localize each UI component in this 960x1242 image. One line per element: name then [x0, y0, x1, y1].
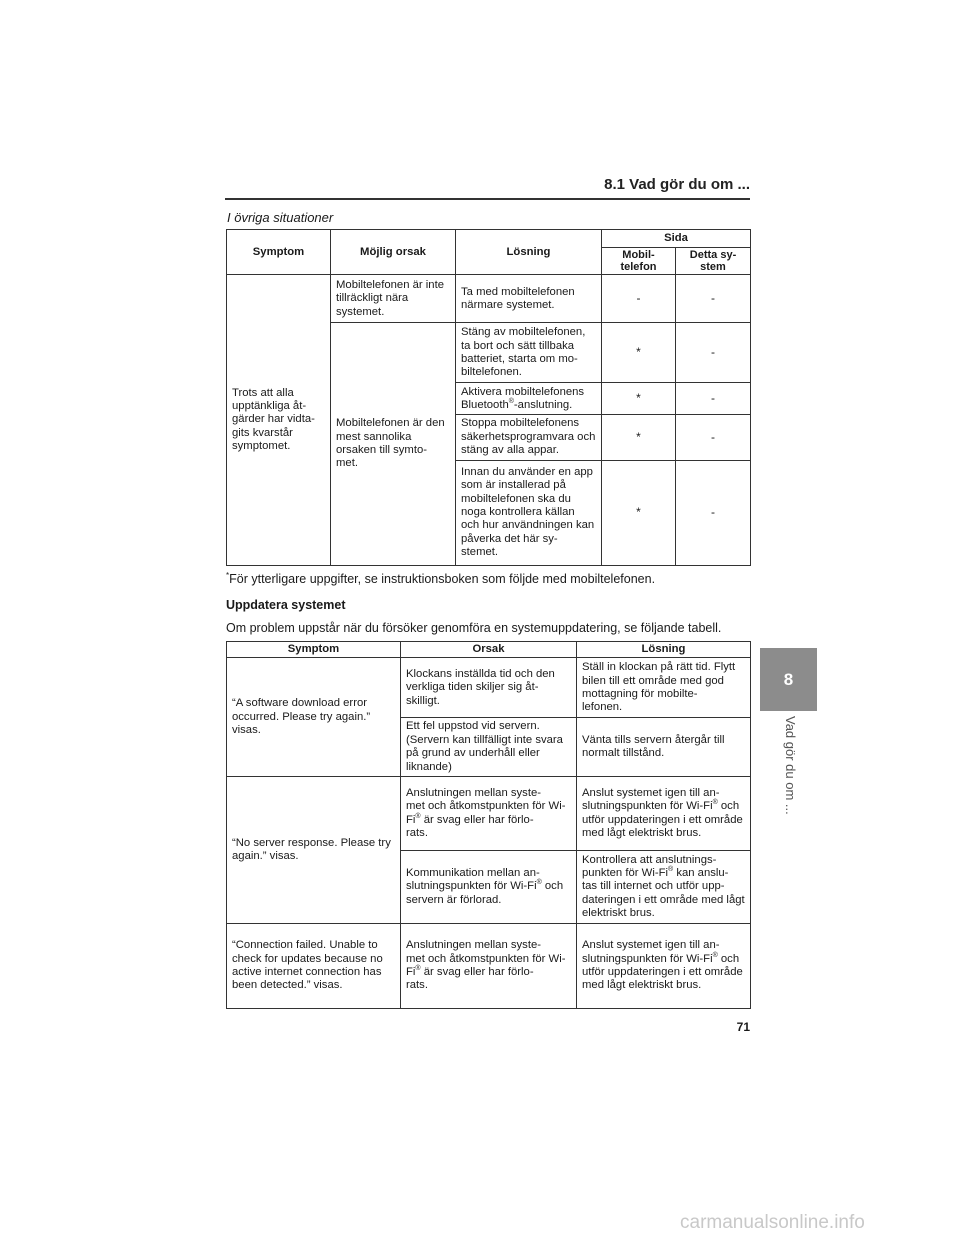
cause-cell: Mobiltelefonen är den mest sannolika orsaken till symto- met. [331, 323, 456, 565]
solution-cell: Ställ in klockan på rätt tid. Flytt bilen till ett område med god mottagning för mobilte- lefonen. [577, 658, 751, 718]
solution-cell: Kontrollera att anslutnings- punkten för Wi-Fi® kan anslu- tas till internet och utför upp- dateringen i ett område med lågt elektriskt brus. [577, 851, 751, 924]
page-system-cell: - [676, 460, 751, 565]
header-page: Sida [602, 230, 751, 248]
header-rule [225, 198, 750, 200]
symptom-cell: “A software download error occurred. Please try again.” visas. [227, 658, 401, 777]
solution-cell: Innan du använder en app som är installerad på mobiltelefonen ska du noga kontrollera källan och hur användningen kan påverka det här sy- stemet. [456, 460, 602, 565]
header-page-system: Detta sy- stem [676, 248, 751, 275]
chapter-tab-label: Vad gör du om ... [783, 716, 798, 815]
page-number: 71 [736, 1020, 750, 1034]
solution-cell: Anslut systemet igen till an- slutningspunkten för Wi-Fi® och utför uppdateringen i ett område med lågt elektriskt brus. [577, 777, 751, 851]
header-cause: Möjlig orsak [331, 230, 456, 275]
situations-table [226, 229, 751, 566]
section-title: Uppdatera systemet [226, 598, 346, 612]
page-phone-cell: * [602, 383, 676, 415]
page-system-cell: - [676, 323, 751, 383]
cause-cell: Ett fel uppstod vid servern. (Servern kan tillfälligt inte svara på grund av underhåll eller liknande) [401, 718, 577, 777]
solution-cell: Anslut systemet igen till an- slutningspunkten för Wi-Fi® och utför uppdateringen i ett område med lågt elektriskt brus. [577, 924, 751, 1009]
chapter-tab: 8 [760, 648, 817, 711]
solution-cell: Vänta tills servern återgår till normalt tillstånd. [577, 718, 751, 777]
subheading: I övriga situationer [227, 210, 334, 225]
header-cause: Orsak [401, 642, 577, 658]
symptom-cell: “No server response. Please try again.” visas. [227, 777, 401, 924]
page-phone-cell: * [602, 415, 676, 460]
page-system-cell: - [676, 275, 751, 323]
cause-cell: Kommunikation mellan an- slutningspunkten för Wi-Fi® och servern är förlorad. [401, 851, 577, 924]
page-phone-cell: * [602, 323, 676, 383]
watermark: carmanualsonline.info [680, 1212, 865, 1233]
header-solution: Lösning [577, 642, 751, 658]
footnote: *För ytterligare uppgifter, se instruktionsboken som följde med mobiltelefonen. [226, 570, 656, 586]
intro-text: Om problem uppstår när du försöker genomföra en systemuppdatering, se följande tabell. [226, 621, 722, 635]
update-table [226, 641, 751, 1009]
symptom-cell: “Connection failed. Unable to check for updates because no active internet connection has been detected.” visas. [227, 924, 401, 1009]
solution-cell: Ta med mobiltelefonen närmare systemet. [456, 275, 602, 323]
header-symptom: Symptom [227, 230, 331, 275]
chapter-header: 8.1 Vad gör du om ... [604, 176, 750, 193]
cause-cell: Anslutningen mellan syste- met och åtkomstpunkten för Wi-Fi® är svag eller har förlo- rats. [401, 777, 577, 851]
page-phone-cell: * [602, 460, 676, 565]
header-symptom: Symptom [227, 642, 401, 658]
cause-cell: Klockans inställda tid och den verkliga tiden skiljer sig åt- skilligt. [401, 658, 577, 718]
header-page-phone: Mobil- telefon [602, 248, 676, 275]
header-solution: Lösning [456, 230, 602, 275]
symptom-cell: Trots att alla upptänkliga åt- gärder har vidta- gits kvarstår symptomet. [227, 275, 331, 565]
cause-cell: Mobiltelefonen är inte tillräckligt nära systemet. [331, 275, 456, 323]
solution-cell: Aktivera mobiltelefonens Bluetooth®-anslutning. [456, 383, 602, 415]
solution-cell: Stäng av mobiltelefonen, ta bort och sätt tillbaka batteriet, starta om mo- biltelefonen. [456, 323, 602, 383]
cause-cell: Anslutningen mellan syste- met och åtkomstpunkten för Wi-Fi® är svag eller har förlo- rats. [401, 924, 577, 1009]
solution-cell: Stoppa mobiltelefonens säkerhetsprogramvara och stäng av alla appar. [456, 415, 602, 460]
page-system-cell: - [676, 383, 751, 415]
page-system-cell: - [676, 415, 751, 460]
page-phone-cell: - [602, 275, 676, 323]
